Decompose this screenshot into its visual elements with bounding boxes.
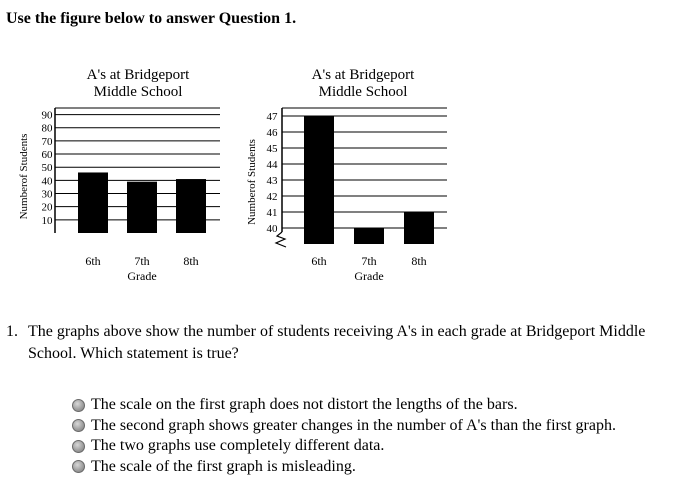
y-tick-label: 10 xyxy=(41,214,53,227)
chart-title-line: A's at Bridgeport xyxy=(86,67,190,83)
radio-button-icon[interactable] xyxy=(72,460,85,473)
answer-option-label: The scale on the first graph does not distort the lengths of the bars. xyxy=(91,396,518,414)
y-tick-label: 47 xyxy=(266,111,278,123)
y-axis-label: Numberof Students xyxy=(246,139,258,225)
y-axis-label: Numberof Students xyxy=(18,133,30,220)
y-tick-label: 90 xyxy=(41,109,53,122)
y-tick-label: 50 xyxy=(41,162,53,175)
x-tick-label: 7th xyxy=(134,254,150,268)
y-tick-label: 80 xyxy=(41,122,53,135)
x-tick-label: 7th xyxy=(361,254,377,268)
answer-option-label: The scale of the first graph is misleading. xyxy=(91,457,356,475)
x-tick-label: 8th xyxy=(183,254,199,268)
y-tick-label: 40 xyxy=(266,223,278,235)
y-tick-label: 60 xyxy=(41,149,53,162)
bar-7th xyxy=(354,228,384,244)
chart-1 xyxy=(18,67,220,283)
y-tick-label: 43 xyxy=(266,175,278,187)
y-tick-label: 46 xyxy=(266,127,278,139)
radio-button-icon[interactable] xyxy=(72,419,85,432)
answer-option-label: The two graphs use completely different data. xyxy=(91,437,385,455)
radio-button-icon[interactable] xyxy=(72,399,85,412)
y-tick-label: 42 xyxy=(266,191,278,203)
y-tick-label: 41 xyxy=(266,207,278,219)
y-tick-label: 40 xyxy=(41,175,53,188)
answer-option-label: The second graph shows greater changes in the number of A's than the first graph. xyxy=(91,416,616,434)
question-number: 1. xyxy=(6,323,18,340)
chart-2 xyxy=(246,67,447,283)
x-tick-label: 8th xyxy=(411,254,427,268)
y-tick-label: 45 xyxy=(266,143,278,155)
bar-6th xyxy=(304,116,334,244)
bar-6th xyxy=(78,172,108,233)
x-axis-label: Grade xyxy=(127,269,157,283)
chart-title-line: Middle School xyxy=(318,84,408,100)
answer-option-1[interactable] xyxy=(72,395,616,416)
y-tick-label: 44 xyxy=(266,159,278,171)
y-tick-label: 70 xyxy=(41,135,53,148)
y-tick-label: 20 xyxy=(41,201,53,214)
x-tick-label: 6th xyxy=(85,254,101,268)
x-axis-label: Grade xyxy=(354,269,384,283)
answer-option-3[interactable] xyxy=(72,436,616,457)
bar-8th xyxy=(404,212,434,244)
y-tick-label: 30 xyxy=(41,188,53,201)
bar-8th xyxy=(176,179,206,233)
chart-title-line: Middle School xyxy=(93,84,183,100)
instruction-heading: Use the figure below to answer Question 1. xyxy=(6,10,297,27)
chart-title-line: A's at Bridgeport xyxy=(311,67,415,83)
answer-option-2[interactable] xyxy=(72,416,616,437)
answer-options xyxy=(72,395,616,477)
answer-option-4[interactable] xyxy=(72,457,616,478)
axis-break-icon xyxy=(276,232,286,247)
bar-7th xyxy=(127,182,157,233)
question-text: The graphs above show the number of students receiving A's in each grade at Bridgeport Middle School. Which statement is true? xyxy=(28,323,646,362)
x-tick-label: 6th xyxy=(311,254,327,268)
radio-button-icon[interactable] xyxy=(72,440,85,453)
